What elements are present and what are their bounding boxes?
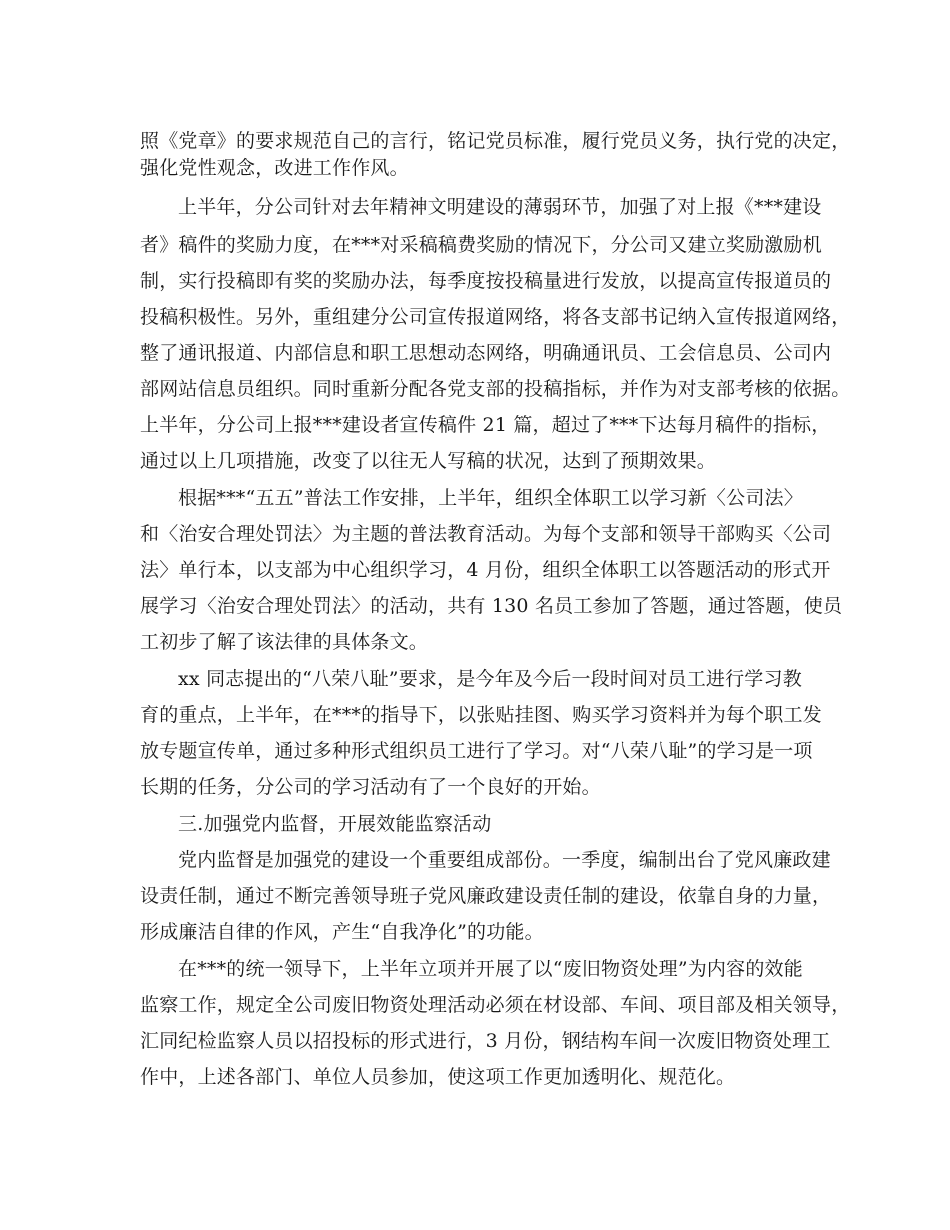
text-line: 通过以上几项措施，改变了以往无人写稿的状况，达到了预期效果。	[140, 450, 717, 472]
text-line: 和〈治安合理处罚法〉为主题的普法教育活动。为每个支部和领导干部购买〈公司	[140, 523, 832, 545]
text-line: 强化党性观念，改进工作作风。	[140, 157, 409, 179]
text-line: 者》稿件的奖励力度，在***对采稿稿费奖励的情况下，分公司又建立奖励激励机	[140, 234, 822, 256]
text-line: 形成廉洁自律的作风，产生“自我净化”的功能。	[140, 921, 544, 943]
text-line: 照《党章》的要求规范自己的言行，铭记党员标准，履行党员义务，执行党的决定，	[140, 130, 851, 152]
text-line: 投稿积极性。另外，重组建分公司宣传报道网络，将各支部书记纳入宣传报道网络，	[140, 306, 851, 328]
text-line: 工初步了解了该法律的具体条文。	[140, 631, 429, 653]
text-line: 放专题宣传单，通过多种形式组织员工进行了学习。对“八荣八耻”的学习是一项	[140, 740, 813, 762]
text-line: 根据***“五五”普法工作安排，上半年，组织全体职工以学习新〈公司法〉	[178, 487, 803, 509]
text-line: 上半年，分公司上报***建设者宣传稿件 21 篇，超过了***下达每月稿件的指标，	[140, 414, 831, 436]
text-line: 法〉单行本，以支部为中心组织学习，4 月份，组织全体职工以答题活动的形式开	[140, 559, 831, 581]
text-line: 汇同纪检监察人员以招投标的形式进行，3 月份，钢结构车间一次废旧物资处理工	[140, 1030, 831, 1052]
text-line: 整了通讯报道、内部信息和职工思想动态网络，明确通讯员、工会信息员、公司内	[140, 342, 832, 364]
text-line: 制，实行投稿即有奖的奖励办法，每季度按投稿量进行发放，以提高宣传报道员的	[140, 270, 832, 292]
text-line: 设责任制，通过不断完善领导班子党风廉政建设责任制的建设，依靠自身的力量，	[140, 885, 832, 907]
text-line: 展学习〈治安合理处罚法〉的活动，共有 130 名员工参加了答题，通过答题，使员	[140, 595, 843, 617]
text-line: 上半年，分公司针对去年精神文明建设的薄弱环节，加强了对上报《***建设	[178, 196, 822, 218]
text-line: 部网站信息员组织。同时重新分配各党支部的投稿指标，并作为对支部考核的依据。	[140, 378, 851, 400]
text-line: 育的重点，上半年，在***的指导下，以张贴挂图、购买学习资料并为每个职工发	[140, 704, 822, 726]
text-line: 在***的统一领导下，上半年立项并开展了以“废旧物资处理”为内容的效能	[178, 958, 803, 980]
section-heading: 三.加强党内监督，开展效能监察活动	[178, 813, 492, 835]
text-line: 长期的任务，分公司的学习活动有了一个良好的开始。	[140, 776, 601, 798]
text-line: 监察工作，规定全公司废旧物资处理活动必须在材设部、车间、项目部及相关领导，	[140, 994, 851, 1016]
text-line: 党内监督是加强党的建设一个重要组成部份。一季度，编制出台了党风廉政建	[178, 849, 831, 871]
text-line: xx 同志提出的“八荣八耻”要求，是今年及今后一段时间对员工进行学习教	[178, 668, 802, 690]
text-line: 作中，上述各部门、单位人员参加，使这项工作更加透明化、规范化。	[140, 1066, 736, 1088]
